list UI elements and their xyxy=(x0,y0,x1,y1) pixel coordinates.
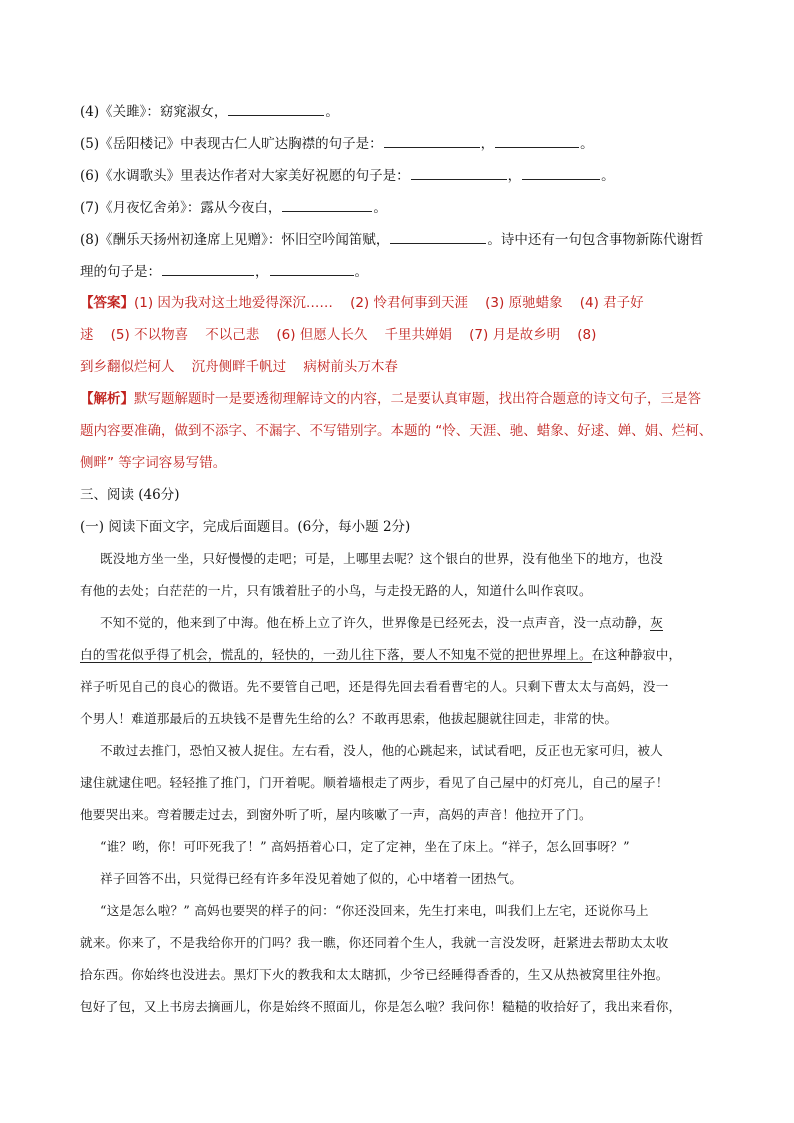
answer-blank[interactable] xyxy=(228,101,324,116)
passage-line: 祥子听见自己的良心的微语。先不要管自己吧，还是得先回去看看曹宅的人。只剩下曹太太与高妈，没一 xyxy=(80,679,669,694)
analysis-text: 侧畔” 等字词容易写错。 xyxy=(80,455,227,471)
answer-blank[interactable] xyxy=(495,133,579,148)
answer-blank[interactable] xyxy=(282,197,372,212)
question-5: (5)《岳阳楼记》中表现古仁人旷达胸襟的句子是： ， 。 xyxy=(80,133,732,154)
question-4-text: (4)《关雎》：窈窕淑女， xyxy=(80,104,228,120)
passage-line: 逮住就逮住吧。轻轻推了推门，门开着呢。顺着墙根走了两步，看见了自己屋中的灯亮儿，自己的屋子！ xyxy=(80,775,669,790)
answer-blank[interactable] xyxy=(162,261,254,276)
answer-text: (1) 因为我对这土地爱得深沉…… (2) 怜君何事到天涯 (3) 原驰蜡象 (4) 君子好 xyxy=(134,295,644,311)
question-7-text: (7)《月夜忆舍弟》：露从今夜白， xyxy=(80,200,282,216)
passage-line: 拾东西。你始终也没进去。黑灯下火的教我和太太瞎抓，少爷已经睡得香香的，生又从热被窝里往外抱。 xyxy=(80,967,669,982)
passage-line: 就来。你来了，不是我给你开的门吗？我一瞧，你还同着个生人，我就一言没发呀，赶紧进去帮助太太收 xyxy=(80,935,669,950)
part-heading: (一) 阅读下面文字，完成后面题目。(6分，每小题 2分) xyxy=(80,519,411,535)
underlined-text: 灰 xyxy=(650,615,663,630)
question-8-text: (8)《酬乐天扬州初逢席上见赠》：怀旧空吟闻笛赋， xyxy=(80,232,390,248)
answer-blank[interactable] xyxy=(522,165,600,180)
passage-line: 不知不觉的，他来到了中海。他在桥上立了许久，世界像是已经死去，没一点声音，没一点动静，灰 xyxy=(100,615,663,630)
question-6: (6)《水调歌头》里表达作者对大家美好祝愿的句子是： ， 。 xyxy=(80,165,732,186)
answer-tag: 【答案】 xyxy=(80,295,134,311)
passage-line: 包好了包，又上书房去摘画儿，你是始终不照面儿，你是怎么啦？我问你！糙糙的收拾好了，我出来看你， xyxy=(80,999,682,1014)
answer-text: 到乡翻似烂柯人 沉舟侧畔千帆过 病树前头万木春 xyxy=(80,359,398,375)
question-6-text: (6)《水调歌头》里表达作者对大家美好祝愿的句子是： xyxy=(80,168,410,184)
question-8: (8)《酬乐天扬州初逢席上见赠》：怀旧空吟闻笛赋， 。诗中还有一句包含事物新陈代谢哲 xyxy=(80,229,732,250)
passage-line: 他要哭出来。弯着腰走过去，到窗外听了听，屋内咳嗽了一声，高妈的声音！他拉开了门。 xyxy=(80,807,592,822)
passage-line: 有他的去处；白茫茫的一片，只有饿着肚子的小鸟，与走投无路的人，知道什么叫作哀叹。 xyxy=(80,583,592,598)
question-7: (7)《月夜忆舍弟》：露从今夜白， 。 xyxy=(80,197,732,218)
passage-line: 白的雪花似乎得了机会，慌乱的，轻快的，一劲儿往下落，要人不知鬼不觉的把世界埋上。在这种静寂中， xyxy=(80,647,682,662)
section-heading: 三、阅读 (46分) xyxy=(80,487,180,503)
passage-line: 个男人！难道那最后的五块钱不是曹先生给的么？不敢再思索，他拔起腿就往回走，非常的快。 xyxy=(80,711,618,726)
answer-blank[interactable] xyxy=(270,261,354,276)
question-5-text: (5)《岳阳楼记》中表现古仁人旷达胸襟的句子是： xyxy=(80,136,383,152)
analysis-text: 默写题解题时一是要透彻理解诗文的内容，二是要认真审题，找出符合题意的诗文句子，三是答 xyxy=(134,391,701,407)
passage-line: “谁？哟，你！可吓死我了！” 高妈捂着心口，定了定神，坐在了床上。“祥子，怎么回事呀？” xyxy=(100,839,630,854)
answer-blank[interactable] xyxy=(411,165,507,180)
answer-blank[interactable] xyxy=(384,133,480,148)
answer-blank[interactable] xyxy=(390,229,486,244)
passage-line: 不敢过去推门，恐怕又被人捉住。左右看，没人，他的心跳起来，试试看吧，反正也无家可归，被人 xyxy=(100,743,663,758)
passage-line: 既没地方坐一坐，只好慢慢的走吧；可是，上哪里去呢？这个银白的世界，没有他坐下的地方，也没 xyxy=(100,551,663,566)
passage-line: “这是怎么啦？” 高妈也要哭的样子的问：“你还没回来，先生打来电，叫我们上左宅，还说你马上 xyxy=(100,903,649,918)
question-8-continued: 理的句子是： ， 。 xyxy=(80,261,732,282)
answer-block xyxy=(80,293,732,313)
analysis-block xyxy=(80,389,732,409)
passage-line: 祥子回答不出，只觉得已经有许多年没见着她了似的，心中堵着一团热气。 xyxy=(100,871,523,886)
underlined-text: 白的雪花似乎得了机会，慌乱的，轻快的，一劲儿往下落，要人不知鬼不觉的把世界埋上。 xyxy=(80,647,592,662)
analysis-text: 题内容要准确，做到不添字、不漏字、不写错别字。本题的 “怜、天涯、驰、蜡象、好逑、婵、娟、烂柯、 xyxy=(80,423,713,439)
answer-text: 逑 (5) 不以物喜 不以己悲 (6) 但愿人长久 千里共婵娟 (7) 月是故乡明 (8) xyxy=(80,327,597,343)
analysis-tag: 【解析】 xyxy=(80,391,134,407)
question-4: (4)《关雎》：窈窕淑女， 。 xyxy=(80,101,732,122)
